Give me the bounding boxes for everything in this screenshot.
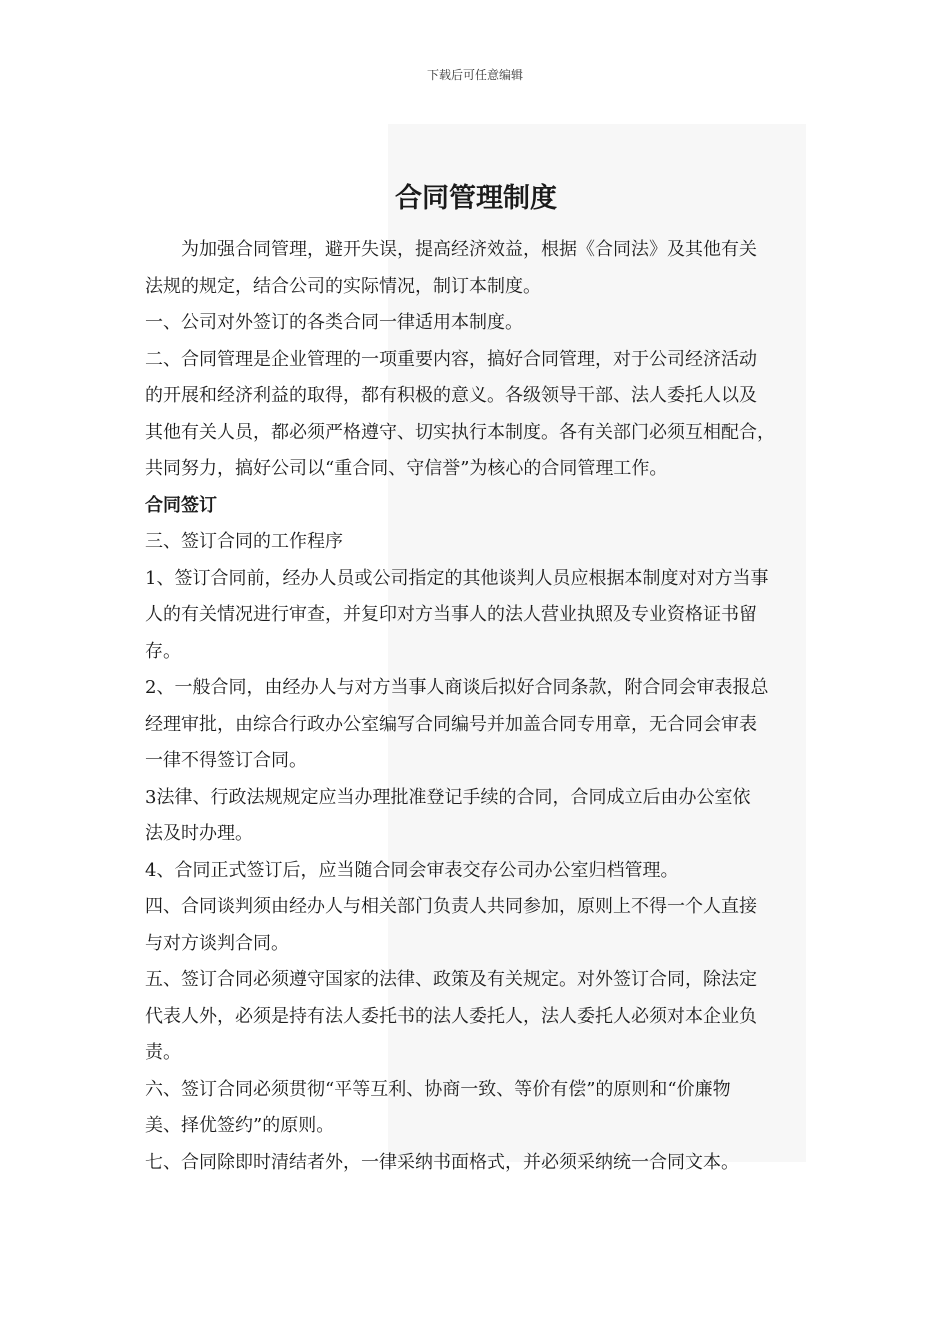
clause-line: 共同努力，搞好公司以“重合同、守信誉”为核心的合同管理工作。 <box>145 458 668 479</box>
clause-line: 美、择优签约”的原则。 <box>145 1115 335 1136</box>
clause-line: 七、合同除即时清结者外，一律采纳书面格式，并必须采纳统一合同文本。 <box>145 1151 739 1173</box>
clause-line: 4、合同正式签订后，应当随合同会审表交存公司办公室归档管理。 <box>145 859 679 881</box>
clause-line: 四、合同谈判须由经办人与相关部门负责人共同参加，原则上不得一个人直接 <box>145 896 757 917</box>
clause-line: 其他有关人员，都必须严格遵守、切实执行本制度。各有关部门必须互相配合， <box>145 421 775 443</box>
clause-line: 经理审批，由综合行政办公室编写合同编号并加盖合同专用章，无合同会审表 <box>145 713 757 735</box>
clause-line: 一、公司对外签订的各类合同一律适用本制度。 <box>145 312 523 333</box>
clause-line: 的开展和经济利益的取得，都有积极的意义。各级领导干部、法人委托人以及 <box>145 385 757 406</box>
clause-line: 代表人外，必须是持有法人委托书的法人委托人，法人委托人必须对本企业负 <box>145 1005 757 1027</box>
document-text <box>145 232 807 1181</box>
clause-line: 一律不得签订合同。 <box>145 750 307 771</box>
document-title: 合同管理制度 <box>395 183 557 214</box>
clause-line: 法及时办理。 <box>145 823 253 844</box>
clause-line: 存。 <box>145 640 181 662</box>
clause-line: 2、一般合同，由经办人与对方当事人商谈后拟好合同条款，附合同会审表报总 <box>145 677 769 698</box>
document-body <box>145 176 807 1181</box>
header-note: 下载后可任意编辑 <box>426 68 523 82</box>
clause-line: 五、签订合同必须遵守国家的法律、政策及有关规定。对外签订合同，除法定 <box>145 969 757 990</box>
clause-line: 人的有关情况进行审查，并复印对方当事人的法人营业执照及专业资格证书留 <box>145 604 757 625</box>
clause-line: 1、签订合同前，经办人员或公司指定的其他谈判人员应根据本制度对对方当事 <box>145 567 769 589</box>
clause-line: 责。 <box>145 1042 181 1063</box>
clause-line: 六、签订合同必须贯彻“平等互利、协商一致、等价有偿”的原则和“价廉物 <box>145 1078 731 1100</box>
section-heading: 合同签订 <box>145 494 217 516</box>
intro-line: 为加强合同管理，避开失误，提高经济效益，根据《合同法》及其他有关 <box>181 239 757 260</box>
clause-line: 三、签订合同的工作程序 <box>145 531 343 552</box>
clause-line: 与对方谈判合同。 <box>145 932 289 954</box>
clause-line: 3法律、行政法规规定应当办理批准登记手续的合同，合同成立后由办公室依 <box>145 786 751 808</box>
intro-line: 法规的规定，结合公司的实际情况，制订本制度。 <box>145 275 541 297</box>
clause-line: 二、合同管理是企业管理的一项重要内容，搞好合同管理，对于公司经济活动 <box>145 348 757 370</box>
